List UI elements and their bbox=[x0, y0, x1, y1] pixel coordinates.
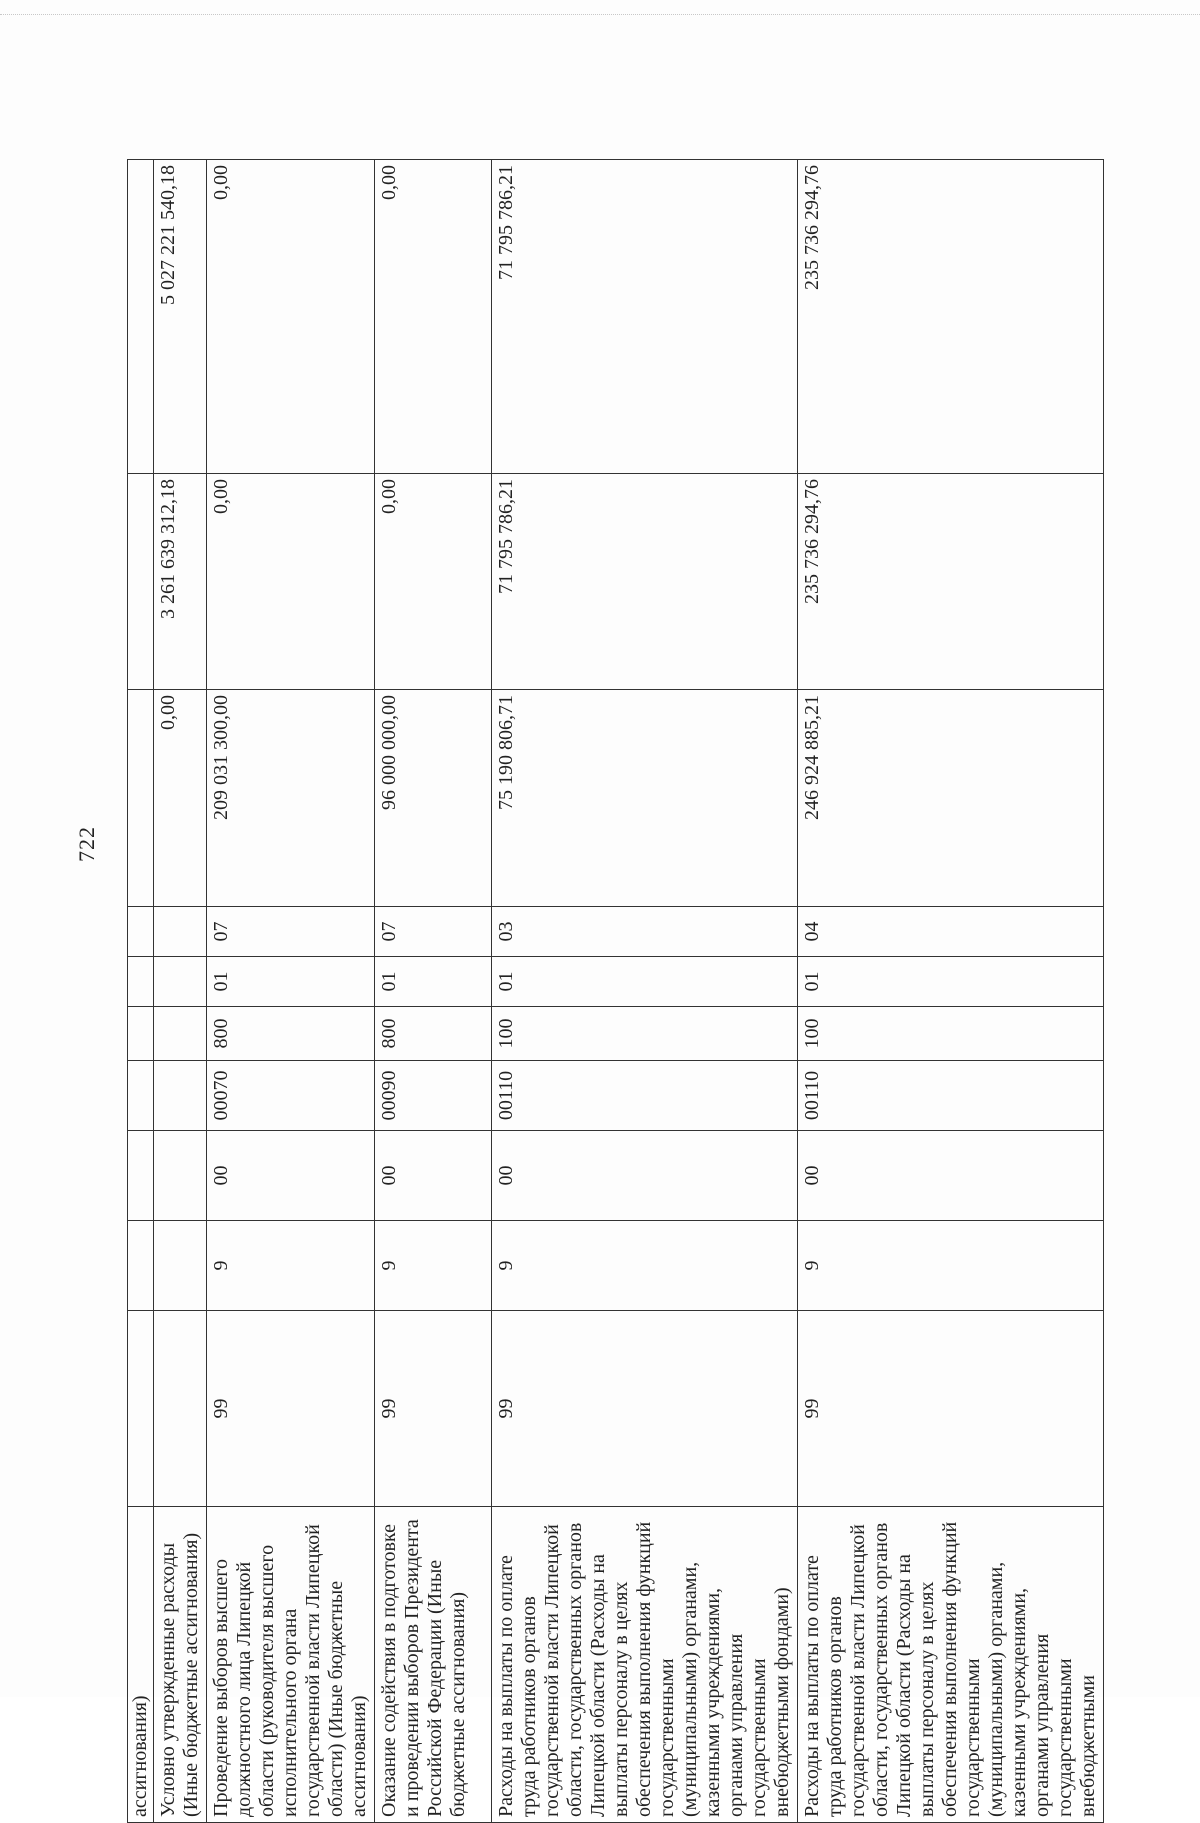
code-cell-7: 03 bbox=[492, 907, 798, 957]
amount-cell-1: 96 000 000,00 bbox=[375, 690, 492, 907]
table-row bbox=[207, 160, 375, 1823]
code-cell-3 bbox=[154, 1131, 207, 1221]
code-cell-6: 01 bbox=[375, 957, 492, 1007]
code-cell-7: 07 bbox=[375, 907, 492, 957]
code-cell-6: 01 bbox=[798, 957, 1104, 1007]
code-cell-6: 01 bbox=[492, 957, 798, 1007]
amount-cell-3: 71 795 786,21 bbox=[492, 160, 798, 474]
code-cell-2: 9 bbox=[492, 1221, 798, 1311]
code-cell-1: 99 bbox=[207, 1311, 375, 1507]
code-cell-6 bbox=[154, 957, 207, 1007]
expense-name-cell: Проведение выборов высшего должностного лица Липецкой области (руководителя высшего исполнительного органа государственной власти Липецкой области) (Иные бюджетные ассигнования) bbox=[207, 1507, 375, 1823]
code-cell-5: 800 bbox=[375, 1007, 492, 1061]
code-cell-4: 00110 bbox=[798, 1061, 1104, 1131]
code-cell-6: 01 bbox=[207, 957, 375, 1007]
code-cell-2 bbox=[128, 1221, 154, 1311]
amount-cell-1: 0,00 bbox=[154, 690, 207, 907]
code-cell-5 bbox=[154, 1007, 207, 1061]
code-cell-5: 800 bbox=[207, 1007, 375, 1061]
code-cell-3: 00 bbox=[207, 1131, 375, 1221]
amount-cell-3: 0,00 bbox=[375, 160, 492, 474]
scan-edge-line bbox=[0, 14, 1200, 15]
amount-cell-1: 209 031 300,00 bbox=[207, 690, 375, 907]
table-row bbox=[154, 160, 207, 1823]
code-cell-5: 100 bbox=[492, 1007, 798, 1061]
amount-cell-2 bbox=[128, 474, 154, 690]
code-cell-5: 100 bbox=[798, 1007, 1104, 1061]
code-cell-5 bbox=[128, 1007, 154, 1061]
code-cell-4: 00090 bbox=[375, 1061, 492, 1131]
expense-name-cell: Расходы на выплаты по оплате труда работников органов государственной власти Липецкой области, государственных органов Липецкой области (Расходы на выплаты персоналу в целях обеспечения выполнения функций государственными (муниципальными) органами, казенными учреждениями, органами управления государственными внебюджетными bbox=[798, 1507, 1104, 1823]
table-row bbox=[375, 160, 492, 1823]
amount-cell-3: 0,00 bbox=[207, 160, 375, 474]
code-cell-4: 00070 bbox=[207, 1061, 375, 1131]
code-cell-3: 00 bbox=[798, 1131, 1104, 1221]
expense-name-cell: ассигнования) bbox=[128, 1507, 154, 1823]
code-cell-4: 00110 bbox=[492, 1061, 798, 1131]
code-cell-7: 07 bbox=[207, 907, 375, 957]
amount-cell-3 bbox=[128, 160, 154, 474]
amount-cell-3: 235 736 294,76 bbox=[798, 160, 1104, 474]
code-cell-2 bbox=[154, 1221, 207, 1311]
budget-table bbox=[127, 159, 1104, 1823]
table-row bbox=[128, 160, 154, 1823]
code-cell-4 bbox=[154, 1061, 207, 1131]
code-cell-3 bbox=[128, 1131, 154, 1221]
code-cell-3: 00 bbox=[375, 1131, 492, 1221]
code-cell-1 bbox=[128, 1311, 154, 1507]
expense-name-cell: Расходы на выплаты по оплате труда работников органов государственной власти Липецкой области, государственных органов Липецкой области (Расходы на выплаты персоналу в целях обеспечения выполнения функций государственными (муниципальными) органами, казенными учреждениями, органами управления государственными внебюджетными фондами) bbox=[492, 1507, 798, 1823]
code-cell-2: 9 bbox=[207, 1221, 375, 1311]
table-row bbox=[798, 160, 1104, 1823]
code-cell-7: 04 bbox=[798, 907, 1104, 957]
amount-cell-2: 3 261 639 312,18 bbox=[154, 474, 207, 690]
amount-cell-2: 0,00 bbox=[375, 474, 492, 690]
page-number: 722 bbox=[74, 826, 99, 862]
amount-cell-2: 0,00 bbox=[207, 474, 375, 690]
table-row bbox=[492, 160, 798, 1823]
expense-name-cell: Оказание содействия в подготовке и проведении выборов Президента Российской Федерации (Иные бюджетные ассигнования) bbox=[375, 1507, 492, 1823]
amount-cell-1: 246 924 885,21 bbox=[798, 690, 1104, 907]
amount-cell-1: 75 190 806,71 bbox=[492, 690, 798, 907]
expense-name-cell: Условно утвержденные расходы (Иные бюджетные ассигнования) bbox=[154, 1507, 207, 1823]
code-cell-1: 99 bbox=[798, 1311, 1104, 1507]
amount-cell-1 bbox=[128, 690, 154, 907]
code-cell-1: 99 bbox=[492, 1311, 798, 1507]
amount-cell-2: 71 795 786,21 bbox=[492, 474, 798, 690]
code-cell-1: 99 bbox=[375, 1311, 492, 1507]
rotated-table-wrapper bbox=[127, 160, 1099, 1823]
code-cell-1 bbox=[154, 1311, 207, 1507]
amount-cell-3: 5 027 221 540,18 bbox=[154, 160, 207, 474]
code-cell-2: 9 bbox=[375, 1221, 492, 1311]
code-cell-3: 00 bbox=[492, 1131, 798, 1221]
code-cell-2: 9 bbox=[798, 1221, 1104, 1311]
code-cell-4 bbox=[128, 1061, 154, 1131]
code-cell-6 bbox=[128, 957, 154, 1007]
amount-cell-2: 235 736 294,76 bbox=[798, 474, 1104, 690]
code-cell-7 bbox=[154, 907, 207, 957]
code-cell-7 bbox=[128, 907, 154, 957]
